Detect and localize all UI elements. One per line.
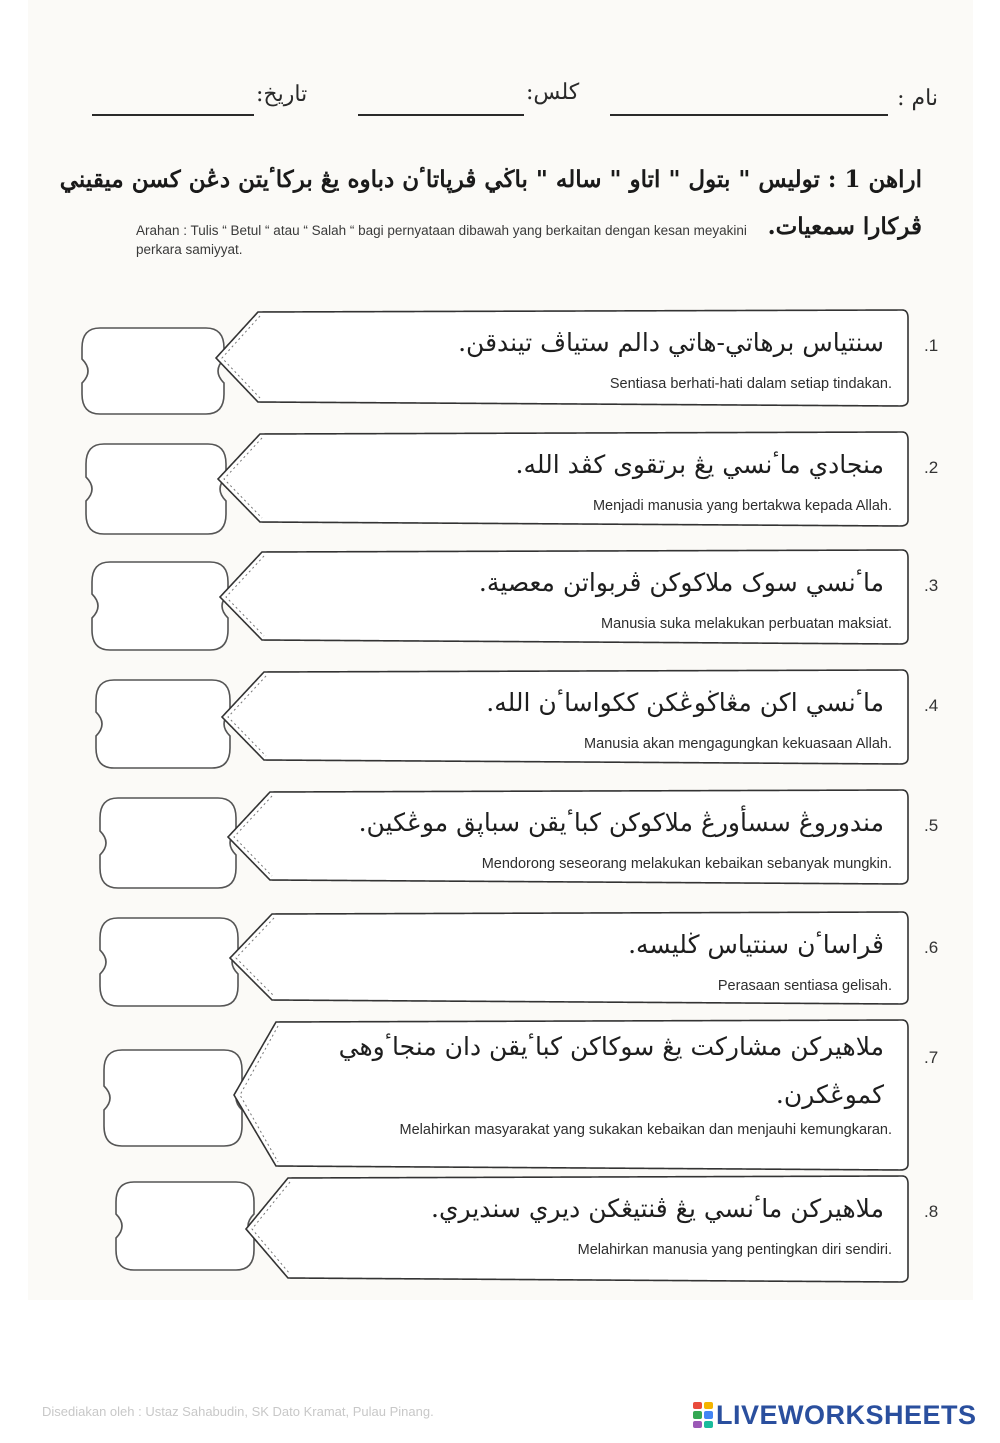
item-number: .6 xyxy=(924,938,939,957)
statement-jawi: ڤراساٴن سنتياس ڬليسه. xyxy=(628,930,884,959)
item-number: .1 xyxy=(924,336,939,355)
answer-box[interactable] xyxy=(100,1048,246,1148)
brand-text: LIVEWORKSHEETS xyxy=(716,1399,977,1430)
statement-jawi-line2: کموڠکرن. xyxy=(775,1080,884,1109)
instruction-jawi-line1: اراهن 1 : توليس " بتول " اتاو " ساله " باڬي ڤرڽاتاٴن دباوه يڠ برکاٴيتن دڠن کسن ميقيني xyxy=(59,166,922,193)
statement-rumi: Melahirkan masyarakat yang sukakan kebaikan dan menjauhi kemungkaran. xyxy=(399,1122,892,1138)
statement-jawi: منجادي ماٴنسي يڠ برتقوى کڤد الله. xyxy=(515,450,884,479)
answer-box[interactable] xyxy=(96,796,240,890)
date-label: تاريخ: xyxy=(256,82,308,107)
statement-item xyxy=(0,308,1000,408)
statement-rumi: Perasaan sentiasa gelisah. xyxy=(717,978,892,994)
instruction-jawi-line2: ڤرکارا سمعيات. xyxy=(767,213,922,240)
statement-item xyxy=(0,548,1000,646)
answer-box[interactable] xyxy=(92,678,234,770)
item-number: .3 xyxy=(924,576,939,595)
answer-box[interactable] xyxy=(96,916,242,1008)
statement-panel xyxy=(218,548,910,646)
statement-jawi: ماٴنسي سوک ملاکوکن ڤربواتن معصية. xyxy=(478,568,884,597)
name-label: نام : xyxy=(897,86,938,111)
date-blank[interactable] xyxy=(92,114,254,116)
statement-panel xyxy=(216,430,910,528)
answer-box[interactable] xyxy=(112,1180,258,1272)
liveworksheets-logo xyxy=(693,1400,977,1430)
brand-grid-icon xyxy=(693,1402,713,1428)
instruction-rumi: Arahan : Tulis “ Betul “ atau “ Salah “ bagi pernyataan dibawah yang berkaitan dengan kesan meyakini perkara samiyyat. xyxy=(136,223,747,257)
header-fields xyxy=(0,80,1000,124)
statement-rumi: Sentiasa berhati-hati dalam setiap tindakan. xyxy=(609,376,892,392)
statement-rumi: Manusia suka melakukan perbuatan maksiat. xyxy=(601,616,892,632)
statement-panel xyxy=(220,668,910,766)
statement-jawi: ملاهيرکن مشارکت يڠ سوکاکن کباٴيقن دان منجاٴوهي xyxy=(338,1032,884,1061)
item-number: .2 xyxy=(924,458,939,477)
statement-panel xyxy=(232,1018,910,1172)
class-label: کلس: xyxy=(526,80,580,105)
item-number: .8 xyxy=(924,1202,939,1221)
answer-box[interactable] xyxy=(78,326,228,416)
statement-item xyxy=(0,788,1000,886)
statement-item xyxy=(0,430,1000,528)
item-number: .4 xyxy=(924,696,939,715)
name-blank[interactable] xyxy=(610,114,888,116)
answer-box[interactable] xyxy=(82,442,230,536)
statement-panel xyxy=(228,910,910,1006)
answer-box[interactable] xyxy=(88,560,232,652)
statement-item xyxy=(0,910,1000,1006)
item-number: .7 xyxy=(924,1048,939,1067)
statement-rumi: Menjadi manusia yang bertakwa kepada Allah. xyxy=(592,498,892,514)
statement-jawi: ماٴنسي اکن مڠاڬوڠکن ککواساٴن الله. xyxy=(486,688,884,717)
statement-jawi: مندوروڠ سسأورڠ ملاکوکن کباٴيقن سباڽق موڠکين. xyxy=(358,808,884,837)
statement-jawi: ملاهيرکن ماٴنسي يڠ ڤنتيڠکن ديري سنديري. xyxy=(431,1194,884,1223)
statement-panel xyxy=(244,1174,910,1284)
item-number: .5 xyxy=(924,816,939,835)
statement-item xyxy=(0,1018,1000,1172)
statement-rumi: Manusia akan mengagungkan kekuasaan Allah. xyxy=(584,736,892,752)
statement-item xyxy=(0,1174,1000,1284)
class-blank[interactable] xyxy=(358,114,524,116)
statement-panel xyxy=(214,308,910,408)
statement-item xyxy=(0,668,1000,766)
statement-rumi: Melahirkan manusia yang pentingkan diri sendiri. xyxy=(577,1242,892,1258)
statement-rumi: Mendorong seseorang melakukan kebaikan sebanyak mungkin. xyxy=(481,856,892,872)
footer-credit: Disediakan oleh : Ustaz Sahabudin, SK Dato Kramat, Pulau Pinang. xyxy=(42,1404,434,1419)
statement-jawi: سنتياس برهاتي-هاتي دالم ستياڤ تيندقن. xyxy=(458,328,884,357)
statement-panel xyxy=(226,788,910,886)
